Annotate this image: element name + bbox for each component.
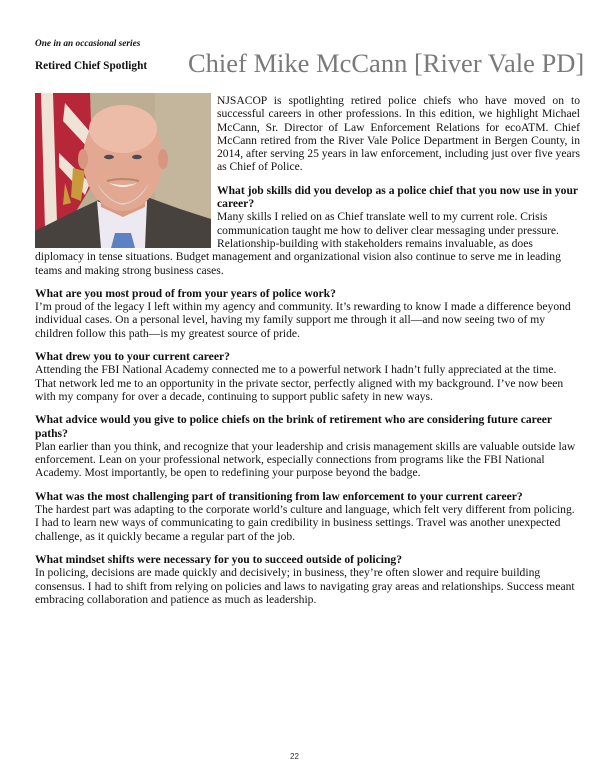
series-label: One in an occasional series [35,39,141,49]
question-2: What are you most proud of from your years of police work? [35,286,336,300]
answer-5: The hardest part was adapting to the corporate world’s culture and language, which felt very different from policing. I had to learn new ways of communicating to gain credibility in business settings. Travel was another unexpected challenge, as it quickly became a regular part of the job. [35,503,575,543]
question-1: What job skills did you develop as a police chief that you now use in your career? [217,183,578,211]
answer-3: Attending the FBI National Academy connected me to a powerful network I hadn’t fully appreciated at the time. That network led me to an opportunity in the private sector, perfectly aligned with my background. I’ve now been with my company for over a decade, continuing to support public safety in new ways. [35,363,564,403]
photo-spacer [35,94,217,250]
question-6: What mindset shifts were necessary for you to succeed outside of policing? [35,552,403,566]
page-number: 22 [290,752,299,761]
intro-paragraph: NJSACOP is spotlighting retired police chiefs who have moved on to successful careers in other professions. In this edition, we highlight Michael McCann, Sr. Director of Law Enforcement Relations for ecoATM. Chief McCann retired from the River Vale Police Department in Bergen County, in 2014, after serving 25 years in law enforcement, including just over five years as Chief of Police. [217,94,580,174]
answer-1: Many skills I relied on as Chief translate well to my current role. Crisis communication taught me how to deliver clear messaging under pressure. Relationship-building with stakeholders remains invaluable, as does diplomacy in tense situations. Budget management and organizational vision also continue to serve me in leading teams and making strong business cases. [35,210,561,277]
article-body [35,94,580,606]
question-4: What advice would you give to police chiefs on the brink of retirement who are considering future career paths? [35,413,552,440]
answer-6: In policing, decisions are made quickly and decisively; in business, they’re often slower and require building consensus. I had to shift from relying on policies and laws to navigating gray areas and relationships. Success meant embracing collaboration and patience as much as leadership. [35,566,575,606]
question-3: What drew you to your current career? [35,350,230,364]
page-title: Chief Mike McCann [River Vale PD] [188,48,585,78]
section-label: Retired Chief Spotlight [35,60,148,72]
answer-4: Plan earlier than you think, and recognize that your leadership and crisis management skills are valuable outside law enforcement. Lean on your professional network, especially connections from programs like the FBI National Academy. Most importantly, be open to redefining your purpose beyond the badge. [35,439,576,480]
answer-2: I’m proud of the legacy I left within my agency and community. It’s rewarding to know I made a difference beyond individual cases. On a personal level, having my family support me through it all—and now seeing two of my children follow this path—is my greatest source of pride. [35,300,571,340]
question-5: What was the most challenging part of transitioning from law enforcement to your current career? [35,489,523,503]
